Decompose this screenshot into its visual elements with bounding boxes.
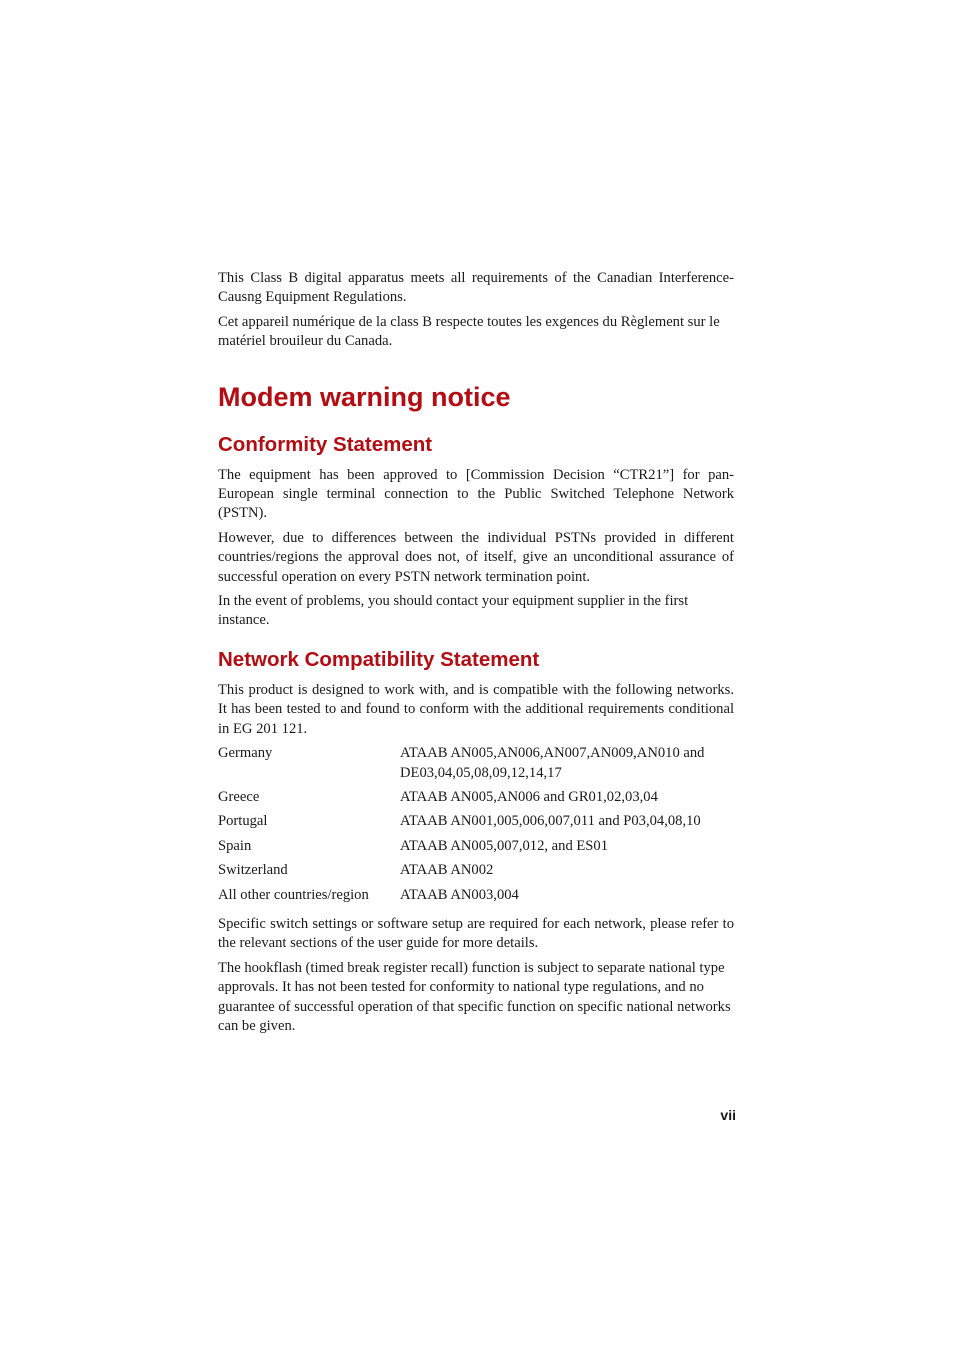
network-compatibility-table bbox=[218, 744, 734, 910]
canada-compliance-french: Cet appareil numérique de la class B respecte toutes les exgences du Règlement sur le matériel brouileur du Canada. bbox=[218, 313, 720, 350]
country-cell: Spain bbox=[218, 837, 252, 854]
table-row bbox=[218, 812, 734, 836]
spec-cell: ATAAB AN005,007,012, and ES01 bbox=[400, 837, 609, 854]
spec-cell: ATAAB AN001,005,006,007,011 and P03,04,08,10 bbox=[400, 813, 701, 830]
table-row bbox=[218, 837, 734, 861]
table-row bbox=[218, 886, 734, 910]
spec-cell: ATAAB AN005,AN006,AN007,AN009,AN010 and DE03,04,05,08,09,12,14,17 bbox=[400, 745, 705, 781]
network-paragraph-3: The hookflash (timed break register recall) function is subject to separate national type approvals. It has not been tested for conformity to national type regulations, and no guarantee of successful operation of that specific function on specific national networks can be given. bbox=[218, 959, 731, 1034]
network-paragraph-2: Specific switch settings or software setup are required for each network, please refer to the relevant sections of the user guide for more details. bbox=[218, 915, 734, 952]
table-row bbox=[218, 861, 734, 885]
network-paragraph-1: This product is designed to work with, and is compatible with the following networks. It has been tested to and found to conform with the additional requirements conditional in EG 201 121. bbox=[218, 681, 734, 737]
page-content bbox=[218, 269, 734, 1041]
conformity-heading: Conformity Statement bbox=[218, 432, 433, 456]
country-cell: All other countries/region bbox=[218, 886, 369, 903]
conformity-paragraph-1: The equipment has been approved to [Commission Decision “CTR21”] for pan-European single terminal connection to the Public Switched Telephone Network (PSTN). bbox=[218, 466, 734, 522]
conformity-paragraph-3: In the event of problems, you should contact your equipment supplier in the first instance. bbox=[218, 593, 689, 629]
spec-cell: ATAAB AN005,AN006 and GR01,02,03,04 bbox=[400, 788, 658, 805]
network-heading: Network Compatibility Statement bbox=[218, 647, 540, 671]
country-cell: Portugal bbox=[218, 813, 268, 830]
table-row bbox=[218, 788, 734, 812]
page-number: vii bbox=[720, 1107, 736, 1123]
country-cell: Germany bbox=[218, 745, 273, 762]
spec-cell: ATAAB AN003,004 bbox=[400, 886, 519, 903]
page-title: Modem warning notice bbox=[218, 381, 511, 412]
spec-cell: ATAAB AN002 bbox=[400, 862, 494, 879]
canada-compliance-english: This Class B digital apparatus meets all requirements of the Canadian Interference-Causng Equipment Regulations. bbox=[218, 270, 734, 306]
country-cell: Greece bbox=[218, 788, 260, 805]
table-row bbox=[218, 744, 734, 788]
conformity-paragraph-2: However, due to differences between the individual PSTNs provided in different countries/regions the approval does not, of itself, give an unconditional assurance of successful operation on every PSTN network termination point. bbox=[218, 529, 734, 585]
country-cell: Switzerland bbox=[218, 862, 288, 879]
